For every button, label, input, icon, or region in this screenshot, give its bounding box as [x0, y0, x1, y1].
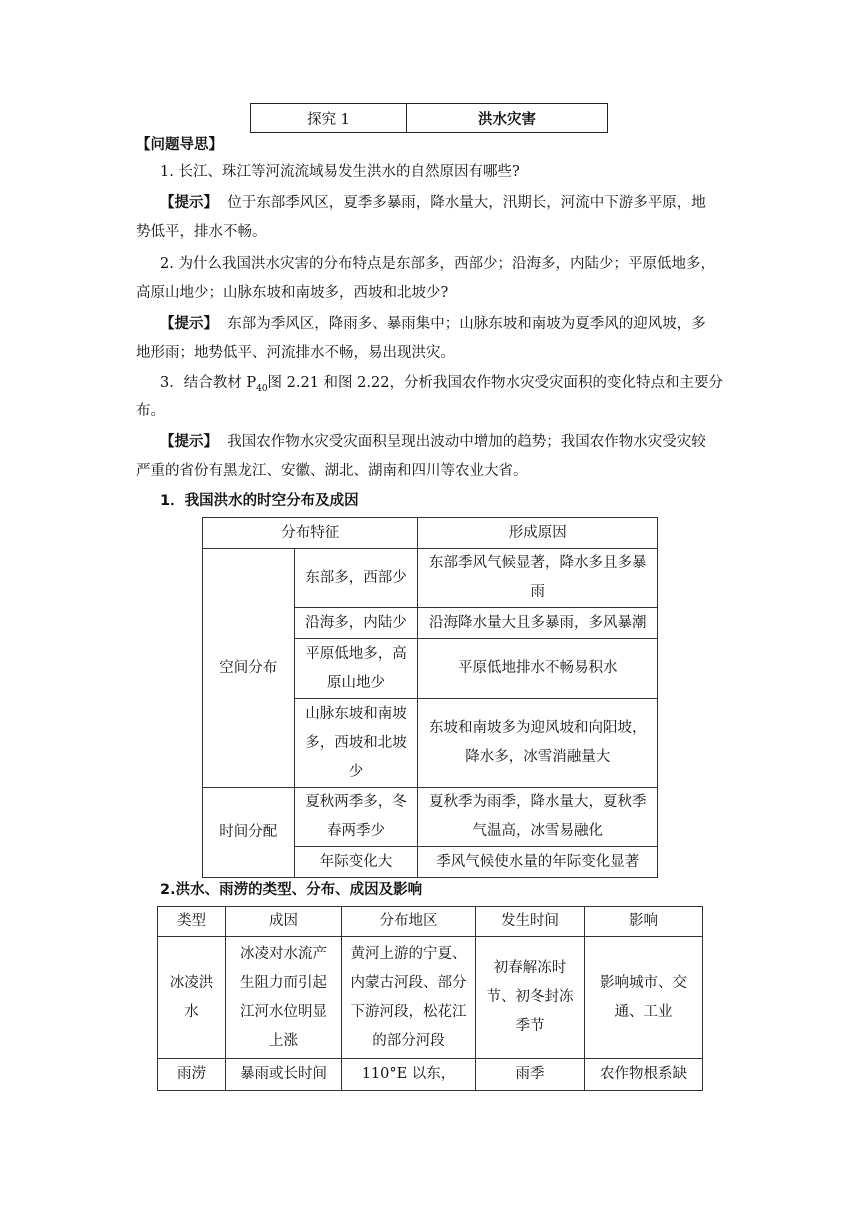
- t2-header: 分布地区: [342, 907, 476, 937]
- t2-cell: 农作物根系缺: [585, 1059, 703, 1091]
- table-flood-types: [157, 906, 703, 1091]
- t2-text: 江河水位明显: [240, 1003, 327, 1020]
- table-1-title: 1．我国洪水的时空分布及成因: [160, 493, 359, 509]
- t1-cell: 沿海多，内陆少: [294, 608, 418, 639]
- q3-subscript: 40: [256, 383, 268, 394]
- answer-2-line-2: 地形雨；地势低平、河流排水不畅，易出现洪灾。: [136, 345, 455, 361]
- t2-text: 冰凌对水流产: [240, 945, 327, 962]
- hint-tag: 【提示】: [160, 195, 218, 211]
- t1-text: 山脉东坡和南坡: [305, 705, 407, 722]
- t1-space-distribution: 空间分布: [203, 549, 295, 788]
- q3-text-a: 3．结合教材 P: [160, 375, 257, 391]
- t2-text: 内蒙古河段、部分: [350, 974, 467, 991]
- t1-header-cause: 形成原因: [418, 518, 658, 549]
- t1-header-feature: 分布特征: [203, 518, 418, 549]
- t1-cell: [294, 788, 418, 847]
- table-2-title: 2.洪水、雨涝的类型、分布、成因及影响: [160, 882, 423, 898]
- t2-cell: 暴雨或长时间: [226, 1059, 342, 1091]
- t1-cell: [294, 639, 418, 699]
- t1-cell: [294, 699, 418, 788]
- t1-cell: [418, 549, 658, 608]
- t2-cell: 雨季: [476, 1059, 585, 1091]
- answer-2-line-1: [160, 310, 735, 339]
- table-flood-distribution: [202, 517, 658, 878]
- answer-3-line-1: [160, 428, 735, 457]
- t2-text: 初春解冻时: [493, 960, 567, 976]
- t2-cell: [476, 937, 585, 1059]
- t1-cell: 季风气候使水量的年际变化显著: [418, 847, 658, 878]
- t1-cell: [418, 699, 658, 788]
- answer-3-text: 我国农作物水灾受灾面积呈现出波动中增加的趋势；我国农作物水灾受灾较: [227, 434, 706, 450]
- hint-tag: 【提示】: [160, 316, 218, 332]
- t1-text: 夏秋季为雨季，降水量大，夏秋季: [428, 794, 647, 810]
- t1-text: 夏秋两季多，冬: [305, 794, 407, 810]
- t1-text: 气温高，冰雪易融化: [472, 823, 603, 839]
- t1-text: 多，西坡和北坡: [305, 734, 407, 751]
- section-number: 探究 1: [251, 104, 407, 132]
- t2-cell: 雨涝: [158, 1059, 226, 1091]
- t2-header: 成因: [226, 907, 342, 937]
- t2-cell: [226, 937, 342, 1059]
- t2-text: 下游河段，松花江: [350, 1003, 467, 1020]
- t1-cell: 东部多，西部少: [294, 549, 418, 608]
- t1-text: 春两季少: [327, 823, 385, 839]
- q3-text-b: 图 2.21 和图 2.22，分析我国农作物水灾受灾面积的变化特点和主要分: [267, 375, 723, 391]
- t1-cell: 年际变化大: [294, 847, 418, 878]
- answer-3-line-2: 严重的省份有黑龙江、安徽、湖北、湖南和四川等农业大省。: [136, 463, 528, 479]
- t1-text: 平原低地多，高: [305, 645, 407, 662]
- t2-text: 的部分河段: [372, 1032, 445, 1049]
- t2-text: 冰凌洪: [169, 974, 214, 991]
- t2-text: 影响城市、交: [600, 974, 687, 991]
- t2-header: 影响: [585, 907, 703, 937]
- answer-2-text: 东部为季风区，降雨多、暴雨集中；山脉东坡和南坡为夏季风的迎风坡，多: [227, 316, 706, 332]
- t1-text: 降水多，冰雪消融量大: [465, 749, 611, 765]
- t2-text: 黄河上游的宁夏、: [350, 945, 467, 962]
- t2-text: 生阻力而引起: [240, 974, 327, 991]
- t1-text: 雨: [530, 584, 545, 600]
- t2-cell: [585, 937, 703, 1059]
- t2-text: 通、工业: [614, 1003, 673, 1020]
- t1-time-distribution: 时间分配: [203, 788, 295, 878]
- answer-1-text: 位于东部季风区，夏季多暴雨，降水量大，汛期长，河流中下游多平原，地: [227, 195, 706, 211]
- t1-text: 少: [348, 763, 364, 780]
- question-2-line-2: 高原山地少；山脉东坡和南坡多，西坡和北坡少?: [136, 285, 449, 301]
- t2-header: 发生时间: [476, 907, 585, 937]
- question-guide-heading: 【问题导思】: [136, 137, 223, 153]
- question-2-line-1: 2. 为什么我国洪水灾害的分布特点是东部多，西部少；沿海多，内陆少；平原低地多，: [160, 256, 715, 272]
- t1-text: 东部季风气候显著，降水多且多暴: [428, 555, 647, 571]
- answer-1-line-2: 势低平，排水不畅。: [136, 224, 267, 240]
- t2-cell: [342, 937, 476, 1059]
- section-header-box: [250, 103, 608, 133]
- t2-header: 类型: [158, 907, 226, 937]
- t2-text: 上涨: [269, 1032, 298, 1049]
- t1-cell: [418, 788, 658, 847]
- t2-text: 水: [184, 1003, 199, 1020]
- question-1: 1. 长江、珠江等河流流域易发生洪水的自然原因有哪些?: [160, 164, 520, 180]
- t2-cell: 110°E 以东，: [342, 1059, 476, 1091]
- t1-text: 东坡和南坡多为迎风坡和向阳坡，: [428, 720, 647, 736]
- t2-text: 节、初冬封冻: [486, 989, 574, 1005]
- t1-text: 原山地少: [327, 674, 385, 691]
- t2-text: 季节: [515, 1018, 545, 1034]
- t1-cell: 沿海降水量大且多暴雨，多风暴潮: [418, 608, 658, 639]
- question-3-line-2: 布。: [136, 403, 165, 419]
- hint-tag: 【提示】: [160, 434, 218, 450]
- t1-cell: 平原低地排水不畅易积水: [418, 639, 658, 699]
- t2-cell: [158, 937, 226, 1059]
- answer-1-line-1: [160, 189, 735, 218]
- section-title: 洪水灾害: [478, 111, 536, 128]
